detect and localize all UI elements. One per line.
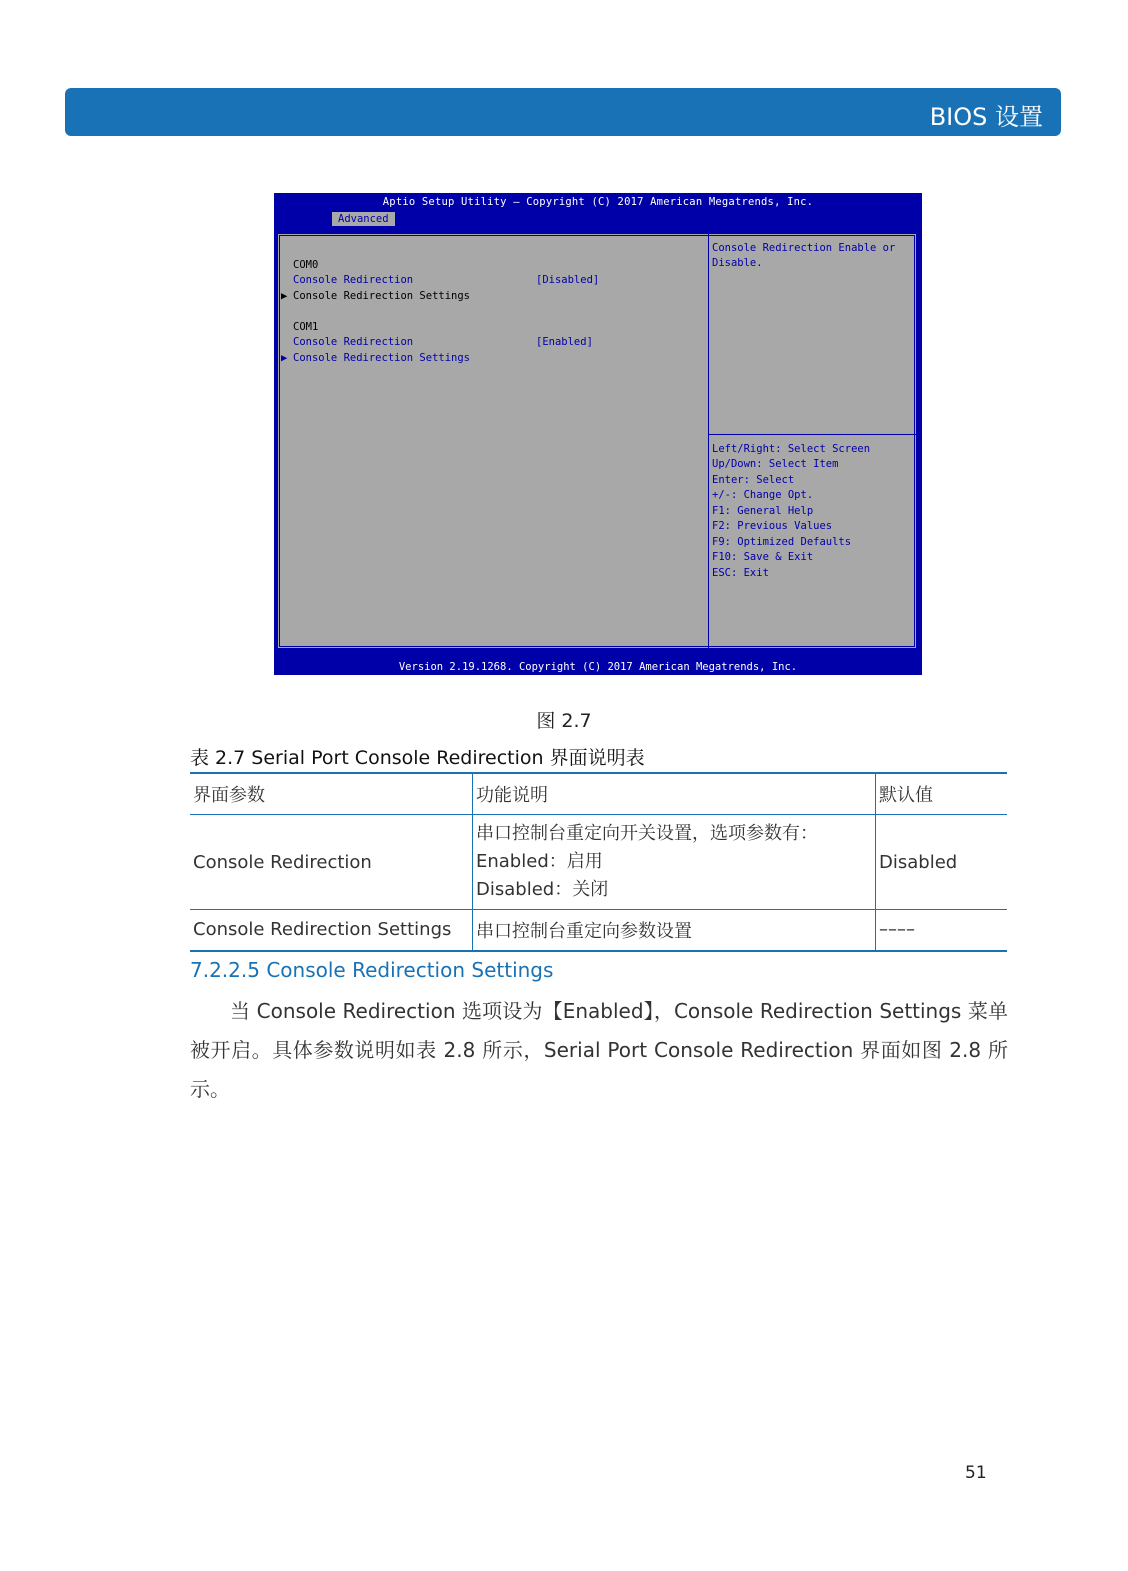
page-number: 51 [965,1463,987,1483]
bios-screenshot [274,193,922,675]
table-header-cell: 功能说明 [473,773,876,815]
bios-key-line: ESC: Exit [712,567,769,579]
bios-com1-settings-label: Console Redirection Settings [293,352,471,364]
table-header-cell: 默认值 [876,773,1008,815]
table-cell-desc [473,815,876,910]
table-caption: 表 2.7 Serial Port Console Redirection 界面说明表 [190,747,645,769]
table-cell-default: –––– [876,910,1008,951]
bios-help-line: Console Redirection Enable or [712,242,896,254]
bios-panel [277,233,917,649]
bios-com0-arrow-icon: ▶ [281,290,288,302]
bios-key-line: F2: Previous Values [712,520,833,532]
bios-group-com0: COM0 [293,259,319,271]
table-cell-param: Console Redirection [190,815,473,910]
bios-help-divider [709,434,916,435]
bios-footer: Version 2.19.1268. Copyright (C) 2017 American Megatrends, Inc. [398,661,798,673]
bios-com0-settings-label: Console Redirection Settings [293,290,471,302]
bios-title: Aptio Setup Utility – Copyright (C) 2017 American Megatrends, Inc. [382,196,814,208]
bios-group-com1: COM1 [293,321,319,333]
section-heading: 7.2.2.5 Console Redirection Settings [190,958,554,982]
table-cell-default: Disabled [876,815,1008,910]
desc-line: Enabled：启用 [476,851,603,872]
bios-com0-redirection-label: Console Redirection [293,274,414,286]
bios-com1-redirection-value: [Enabled] [536,336,593,348]
desc-line: Disabled：关闭 [476,879,609,900]
bios-key-line: F10: Save & Exit [712,551,814,563]
table-cell-desc: 串口控制台重定向参数设置 [473,910,876,951]
bios-key-line: Enter: Select [712,474,795,486]
bios-key-line: F9: Optimized Defaults [712,536,852,548]
desc-line: 串口控制台重定向开关设置，选项参数有： [476,823,818,844]
bios-key-line: Up/Down: Select Item [712,458,839,470]
header-bar [65,88,1061,136]
bios-key-line: F1: General Help [712,505,814,517]
body-paragraph: 当 Console Redirection 选项设为【Enabled】，Console Redirection Settings 菜单被开启。具体参数说明如表 2.8 所示，Serial Port Console Redirection 界面如图 2.8 所示。 [190,999,1008,1101]
description-table [190,772,1007,952]
table-header-row [190,773,1007,815]
header-title: BIOS 设置 [929,103,1043,131]
bios-com1-arrow-icon: ▶ [281,352,288,364]
bios-tab-advanced: Advanced [332,212,395,226]
table-header-cell: 界面参数 [190,773,473,815]
bios-divider [708,234,709,648]
table-cell-param: Console Redirection Settings [190,910,473,951]
figure-caption: 图 2.7 [536,710,592,732]
bios-com1-redirection-label: Console Redirection [293,336,414,348]
table-row [190,910,1007,951]
table-row [190,815,1007,910]
bios-com0-redirection-value: [Disabled] [536,274,600,286]
bios-help-line: Disable. [712,257,763,269]
bios-key-line: +/-: Change Opt. [712,489,814,501]
bios-key-line: Left/Right: Select Screen [712,443,871,455]
